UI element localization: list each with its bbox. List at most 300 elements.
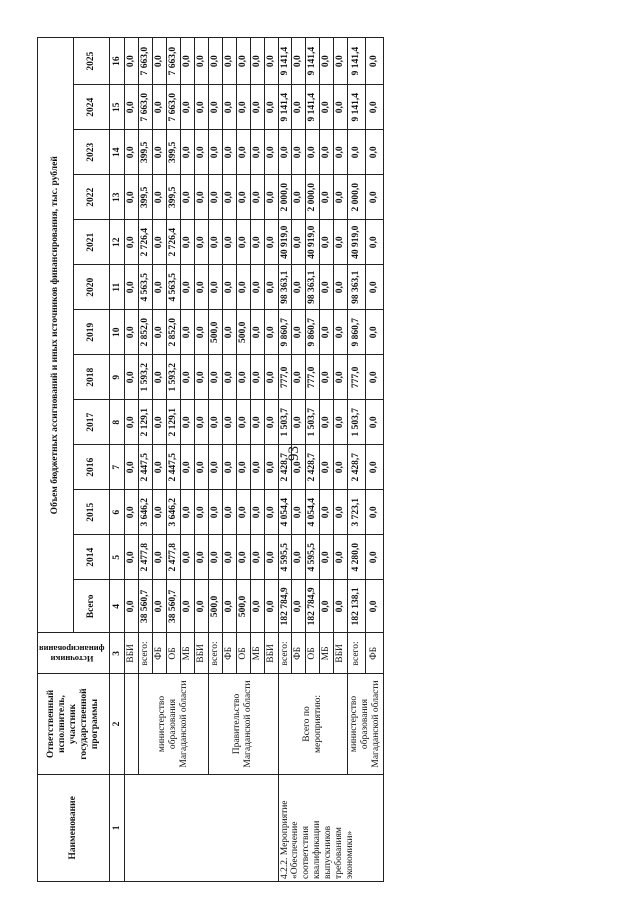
amount-cell: 1 503,7 — [278, 400, 292, 445]
amount-cell: 0,0 — [208, 355, 222, 400]
amount-cell: 399,5 — [167, 130, 181, 175]
amount-cell: 0,0 — [181, 535, 195, 580]
amount-cell: 0,0 — [125, 265, 139, 310]
amount-cell: 0,0 — [236, 85, 250, 130]
amount-cell: 0,0 — [250, 265, 264, 310]
amount-cell: 0,0 — [125, 580, 139, 633]
amount-cell: 777,0 — [278, 355, 292, 400]
amount-cell: 3 646,2 — [167, 490, 181, 535]
table-row — [125, 38, 139, 882]
amount-cell: 0,0 — [250, 535, 264, 580]
amount-cell: 0,0 — [292, 490, 306, 535]
amount-cell: 0,0 — [153, 490, 167, 535]
amount-cell: 0,0 — [236, 220, 250, 265]
amount-cell: 0,0 — [236, 445, 250, 490]
amount-cell: 0,0 — [320, 220, 334, 265]
header-year: 2024 — [74, 85, 110, 130]
amount-cell: 0,0 — [125, 130, 139, 175]
amount-cell: 0,0 — [250, 490, 264, 535]
amount-cell: 500,0 — [236, 310, 250, 355]
column-number: 7 — [110, 445, 125, 490]
amount-cell: 0,0 — [208, 265, 222, 310]
column-number: 2 — [110, 674, 125, 774]
header-year: 2018 — [74, 355, 110, 400]
amount-cell: 0,0 — [292, 310, 306, 355]
amount-cell: 0,0 — [208, 535, 222, 580]
source-cell: МБ — [250, 633, 264, 674]
amount-cell: 9 860,7 — [348, 310, 366, 355]
amount-cell: 0,0 — [264, 38, 278, 85]
amount-cell: 9 141,4 — [278, 38, 292, 85]
amount-cell: 9 860,7 — [278, 310, 292, 355]
header-year: 2014 — [74, 535, 110, 580]
amount-cell: 182 784,9 — [278, 580, 292, 633]
amount-cell: 777,0 — [306, 355, 320, 400]
amount-cell: 0,0 — [250, 38, 264, 85]
amount-cell: 2 428,7 — [306, 445, 320, 490]
amount-cell: 0,0 — [195, 490, 209, 535]
amount-cell: 0,0 — [320, 535, 334, 580]
amount-cell: 0,0 — [195, 400, 209, 445]
amount-cell: 0,0 — [264, 490, 278, 535]
amount-cell: 777,0 — [348, 355, 366, 400]
amount-cell: 0,0 — [125, 85, 139, 130]
executor-cell — [125, 674, 139, 774]
amount-cell: 0,0 — [153, 220, 167, 265]
amount-cell: 0,0 — [292, 400, 306, 445]
amount-cell: 0,0 — [334, 355, 348, 400]
amount-cell: 0,0 — [153, 355, 167, 400]
source-cell: ОБ — [236, 633, 250, 674]
amount-cell: 0,0 — [320, 490, 334, 535]
amount-cell: 0,0 — [125, 38, 139, 85]
amount-cell: 2 447,5 — [167, 445, 181, 490]
amount-cell: 0,0 — [264, 535, 278, 580]
amount-cell: 2 726,4 — [139, 220, 153, 265]
funding-table — [37, 37, 384, 882]
amount-cell: 9 141,4 — [306, 85, 320, 130]
amount-cell: 0,0 — [278, 130, 292, 175]
amount-cell: 98 363,1 — [348, 265, 366, 310]
page-number: 93 — [286, 446, 302, 461]
source-cell: МБ — [181, 633, 195, 674]
amount-cell: 3 723,1 — [348, 490, 366, 535]
amount-cell: 0,0 — [222, 445, 236, 490]
column-number: 4 — [110, 580, 125, 633]
amount-cell: 1 503,7 — [348, 400, 366, 445]
amount-cell: 0,0 — [236, 490, 250, 535]
amount-cell: 0,0 — [264, 355, 278, 400]
amount-cell: 2 447,5 — [139, 445, 153, 490]
amount-cell: 0,0 — [153, 85, 167, 130]
amount-cell: 2 129,1 — [167, 400, 181, 445]
amount-cell: 38 560,7 — [139, 580, 153, 633]
amount-cell: 0,0 — [125, 355, 139, 400]
source-cell: всего: — [208, 633, 222, 674]
amount-cell: 0,0 — [222, 220, 236, 265]
source-cell: ОБ — [306, 633, 320, 674]
executor-cell: министерство образования Магаданской области — [139, 674, 209, 774]
amount-cell: 0,0 — [250, 445, 264, 490]
amount-cell: 2 428,7 — [278, 445, 292, 490]
amount-cell: 0,0 — [222, 38, 236, 85]
header-executor: Ответственный исполнитель, участник государственной программы — [38, 674, 110, 774]
amount-cell: 0,0 — [195, 580, 209, 633]
amount-cell: 40 919,0 — [278, 220, 292, 265]
header-year: 2023 — [74, 130, 110, 175]
amount-cell: 0,0 — [250, 130, 264, 175]
table-row — [278, 38, 292, 882]
amount-cell: 0,0 — [334, 265, 348, 310]
amount-cell: 0,0 — [195, 220, 209, 265]
amount-cell: 0,0 — [292, 445, 306, 490]
amount-cell: 0,0 — [181, 490, 195, 535]
amount-cell: 0,0 — [292, 580, 306, 633]
amount-cell: 0,0 — [366, 445, 384, 490]
amount-cell: 0,0 — [250, 400, 264, 445]
amount-cell: 0,0 — [366, 535, 384, 580]
amount-cell: 0,0 — [320, 355, 334, 400]
source-cell: всего: — [348, 633, 366, 674]
source-cell: ВБИ — [125, 633, 139, 674]
amount-cell: 399,5 — [167, 175, 181, 220]
source-cell: ВБИ — [334, 633, 348, 674]
amount-cell: 0,0 — [181, 445, 195, 490]
amount-cell: 500,0 — [236, 580, 250, 633]
column-number: 11 — [110, 265, 125, 310]
amount-cell: 0,0 — [181, 85, 195, 130]
column-number: 13 — [110, 175, 125, 220]
amount-cell: 0,0 — [236, 265, 250, 310]
source-cell: МБ — [320, 633, 334, 674]
amount-cell: 7 663,0 — [139, 38, 153, 85]
amount-cell: 0,0 — [222, 580, 236, 633]
amount-cell: 0,0 — [236, 38, 250, 85]
amount-cell: 0,0 — [264, 265, 278, 310]
column-number: 6 — [110, 490, 125, 535]
amount-cell: 0,0 — [222, 130, 236, 175]
amount-cell: 0,0 — [306, 130, 320, 175]
amount-cell: 0,0 — [264, 310, 278, 355]
funding-table-sheet — [37, 37, 604, 882]
amount-cell: 0,0 — [236, 175, 250, 220]
amount-cell: 2 129,1 — [139, 400, 153, 445]
header-year: 2021 — [74, 220, 110, 265]
amount-cell: 0,0 — [153, 400, 167, 445]
executor-cell: Правительство Магаданской области — [208, 674, 278, 774]
amount-cell: 0,0 — [264, 580, 278, 633]
amount-cell: 0,0 — [222, 265, 236, 310]
amount-cell: 0,0 — [320, 175, 334, 220]
header-funding: Объем бюджетных ассигнований и иных источников финансирования, тыс. рублей — [38, 38, 74, 633]
amount-cell: 0,0 — [195, 535, 209, 580]
amount-cell: 0,0 — [236, 535, 250, 580]
header-year: 2019 — [74, 310, 110, 355]
amount-cell: 1 593,2 — [139, 355, 153, 400]
amount-cell: 0,0 — [181, 355, 195, 400]
table-row — [208, 38, 222, 882]
amount-cell: 0,0 — [366, 175, 384, 220]
source-cell: ОБ — [167, 633, 181, 674]
amount-cell: 0,0 — [181, 175, 195, 220]
amount-cell: 0,0 — [153, 535, 167, 580]
amount-cell: 0,0 — [292, 130, 306, 175]
amount-cell: 9 860,7 — [306, 310, 320, 355]
amount-cell: 0,0 — [292, 535, 306, 580]
amount-cell: 0,0 — [334, 490, 348, 535]
column-number: 9 — [110, 355, 125, 400]
amount-cell: 0,0 — [292, 265, 306, 310]
amount-cell: 0,0 — [125, 175, 139, 220]
activity-name-cell: 4.2.2. Мероприятие «Обеспечение соответствия квалификации выпускников требованиям экономики» — [278, 774, 383, 881]
amount-cell: 0,0 — [366, 220, 384, 265]
header-year: 2016 — [74, 445, 110, 490]
amount-cell: 0,0 — [320, 310, 334, 355]
amount-cell: 7 663,0 — [167, 38, 181, 85]
amount-cell: 0,0 — [195, 355, 209, 400]
amount-cell: 0,0 — [153, 310, 167, 355]
column-number-row — [110, 38, 125, 882]
amount-cell: 0,0 — [125, 445, 139, 490]
amount-cell: 0,0 — [195, 445, 209, 490]
amount-cell: 4 054,4 — [306, 490, 320, 535]
header-source: Источники финансирования — [38, 633, 110, 674]
amount-cell: 2 477,8 — [139, 535, 153, 580]
amount-cell: 0,0 — [334, 38, 348, 85]
amount-cell: 0,0 — [250, 355, 264, 400]
amount-cell: 0,0 — [366, 130, 384, 175]
amount-cell: 0,0 — [181, 38, 195, 85]
amount-cell: 0,0 — [222, 400, 236, 445]
amount-cell: 0,0 — [320, 265, 334, 310]
amount-cell: 0,0 — [264, 400, 278, 445]
amount-cell: 0,0 — [292, 220, 306, 265]
amount-cell: 0,0 — [250, 580, 264, 633]
header-year: 2025 — [74, 38, 110, 85]
column-number: 8 — [110, 400, 125, 445]
amount-cell: 0,0 — [181, 130, 195, 175]
amount-cell: 2 852,0 — [167, 310, 181, 355]
amount-cell: 0,0 — [366, 310, 384, 355]
amount-cell: 9 141,4 — [348, 38, 366, 85]
source-cell: ФБ — [222, 633, 236, 674]
amount-cell: 0,0 — [195, 130, 209, 175]
amount-cell: 0,0 — [320, 85, 334, 130]
amount-cell: 0,0 — [334, 445, 348, 490]
column-number: 16 — [110, 38, 125, 85]
amount-cell: 0,0 — [366, 85, 384, 130]
amount-cell: 0,0 — [236, 400, 250, 445]
amount-cell: 0,0 — [366, 580, 384, 633]
amount-cell: 0,0 — [264, 220, 278, 265]
amount-cell: 0,0 — [366, 38, 384, 85]
amount-cell: 0,0 — [222, 535, 236, 580]
amount-cell: 0,0 — [334, 535, 348, 580]
amount-cell: 0,0 — [250, 220, 264, 265]
header-year: 2015 — [74, 490, 110, 535]
amount-cell: 0,0 — [292, 38, 306, 85]
amount-cell: 0,0 — [208, 130, 222, 175]
executor-cell: министерство образования Магаданской области — [348, 674, 384, 774]
amount-cell: 9 141,4 — [306, 38, 320, 85]
amount-cell: 98 363,1 — [278, 265, 292, 310]
amount-cell: 0,0 — [222, 490, 236, 535]
amount-cell: 0,0 — [222, 85, 236, 130]
amount-cell: 2 726,4 — [167, 220, 181, 265]
amount-cell: 0,0 — [222, 355, 236, 400]
column-number: 1 — [110, 774, 125, 881]
amount-cell: 0,0 — [264, 445, 278, 490]
amount-cell: 2 000,0 — [306, 175, 320, 220]
amount-cell: 0,0 — [334, 580, 348, 633]
column-number: 14 — [110, 130, 125, 175]
amount-cell: 0,0 — [250, 85, 264, 130]
executor-cell: Всего по мероприятию: — [278, 674, 348, 774]
amount-cell: 9 141,4 — [348, 85, 366, 130]
amount-cell: 0,0 — [236, 130, 250, 175]
amount-cell: 0,0 — [334, 220, 348, 265]
amount-cell: 2 477,8 — [167, 535, 181, 580]
amount-cell: 0,0 — [334, 130, 348, 175]
amount-cell: 0,0 — [195, 175, 209, 220]
source-cell: ФБ — [292, 633, 306, 674]
column-number: 10 — [110, 310, 125, 355]
table-body — [125, 38, 384, 882]
activity-name-cell — [125, 774, 278, 881]
amount-cell: 0,0 — [125, 535, 139, 580]
amount-cell: 98 363,1 — [306, 265, 320, 310]
amount-cell: 0,0 — [125, 220, 139, 265]
amount-cell: 9 141,4 — [278, 85, 292, 130]
amount-cell: 0,0 — [181, 220, 195, 265]
header-year: 2017 — [74, 400, 110, 445]
amount-cell: 0,0 — [320, 580, 334, 633]
amount-cell: 0,0 — [292, 355, 306, 400]
amount-cell: 0,0 — [125, 400, 139, 445]
amount-cell: 3 646,2 — [139, 490, 153, 535]
amount-cell: 0,0 — [348, 130, 366, 175]
amount-cell: 2 428,7 — [348, 445, 366, 490]
amount-cell: 2 000,0 — [278, 175, 292, 220]
source-cell: ВБИ — [264, 633, 278, 674]
amount-cell: 0,0 — [208, 85, 222, 130]
amount-cell: 399,5 — [139, 175, 153, 220]
amount-cell: 40 919,0 — [348, 220, 366, 265]
amount-cell: 0,0 — [334, 175, 348, 220]
amount-cell: 0,0 — [334, 310, 348, 355]
amount-cell: 0,0 — [181, 310, 195, 355]
amount-cell: 0,0 — [195, 38, 209, 85]
amount-cell: 182 784,9 — [306, 580, 320, 633]
amount-cell: 0,0 — [195, 265, 209, 310]
header-year: Всего — [74, 580, 110, 633]
header-name: Наименование — [38, 774, 110, 881]
amount-cell: 0,0 — [181, 400, 195, 445]
amount-cell: 0,0 — [195, 85, 209, 130]
amount-cell: 0,0 — [125, 310, 139, 355]
amount-cell: 0,0 — [222, 310, 236, 355]
amount-cell: 0,0 — [320, 400, 334, 445]
amount-cell: 4 595,5 — [278, 535, 292, 580]
amount-cell: 0,0 — [222, 175, 236, 220]
amount-cell: 0,0 — [125, 490, 139, 535]
amount-cell: 0,0 — [334, 400, 348, 445]
amount-cell: 0,0 — [208, 38, 222, 85]
amount-cell: 1 503,7 — [306, 400, 320, 445]
amount-cell: 40 919,0 — [306, 220, 320, 265]
amount-cell: 0,0 — [153, 38, 167, 85]
amount-cell: 0,0 — [153, 580, 167, 633]
amount-cell: 0,0 — [320, 445, 334, 490]
amount-cell: 7 663,0 — [167, 85, 181, 130]
amount-cell: 0,0 — [292, 85, 306, 130]
amount-cell: 0,0 — [208, 175, 222, 220]
amount-cell: 4 054,4 — [278, 490, 292, 535]
amount-cell: 1 593,2 — [167, 355, 181, 400]
amount-cell: 0,0 — [208, 445, 222, 490]
amount-cell: 500,0 — [208, 580, 222, 633]
header-year: 2022 — [74, 175, 110, 220]
amount-cell: 0,0 — [250, 310, 264, 355]
source-cell: ВБИ — [195, 633, 209, 674]
column-number: 3 — [110, 633, 125, 674]
amount-cell: 7 663,0 — [139, 85, 153, 130]
amount-cell: 4 595,5 — [306, 535, 320, 580]
amount-cell: 0,0 — [153, 175, 167, 220]
source-cell: всего: — [278, 633, 292, 674]
amount-cell: 0,0 — [366, 265, 384, 310]
amount-cell: 38 560,7 — [167, 580, 181, 633]
amount-cell: 0,0 — [153, 265, 167, 310]
amount-cell: 0,0 — [264, 85, 278, 130]
amount-cell: 4 563,5 — [139, 265, 153, 310]
header-year: 2020 — [74, 265, 110, 310]
amount-cell: 0,0 — [250, 175, 264, 220]
amount-cell: 0,0 — [236, 355, 250, 400]
source-cell: всего: — [139, 633, 153, 674]
amount-cell: 182 138,1 — [348, 580, 366, 633]
amount-cell: 0,0 — [366, 400, 384, 445]
amount-cell: 4 563,5 — [167, 265, 181, 310]
column-number: 15 — [110, 85, 125, 130]
amount-cell: 2 852,0 — [139, 310, 153, 355]
amount-cell: 0,0 — [208, 400, 222, 445]
amount-cell: 0,0 — [320, 130, 334, 175]
table-row — [139, 38, 153, 882]
amount-cell: 0,0 — [195, 310, 209, 355]
amount-cell: 4 280,0 — [348, 535, 366, 580]
amount-cell: 0,0 — [181, 265, 195, 310]
amount-cell: 0,0 — [181, 580, 195, 633]
amount-cell: 0,0 — [366, 355, 384, 400]
amount-cell: 0,0 — [264, 130, 278, 175]
amount-cell: 0,0 — [153, 130, 167, 175]
table-row — [348, 38, 366, 882]
column-number: 12 — [110, 220, 125, 265]
amount-cell: 0,0 — [320, 38, 334, 85]
column-number: 5 — [110, 535, 125, 580]
amount-cell: 500,0 — [208, 310, 222, 355]
amount-cell: 2 000,0 — [348, 175, 366, 220]
amount-cell: 0,0 — [366, 490, 384, 535]
amount-cell: 0,0 — [292, 175, 306, 220]
source-cell: ФБ — [366, 633, 384, 674]
amount-cell: 0,0 — [208, 490, 222, 535]
amount-cell: 399,5 — [139, 130, 153, 175]
amount-cell: 0,0 — [334, 85, 348, 130]
source-cell: ФБ — [153, 633, 167, 674]
amount-cell: 0,0 — [208, 220, 222, 265]
